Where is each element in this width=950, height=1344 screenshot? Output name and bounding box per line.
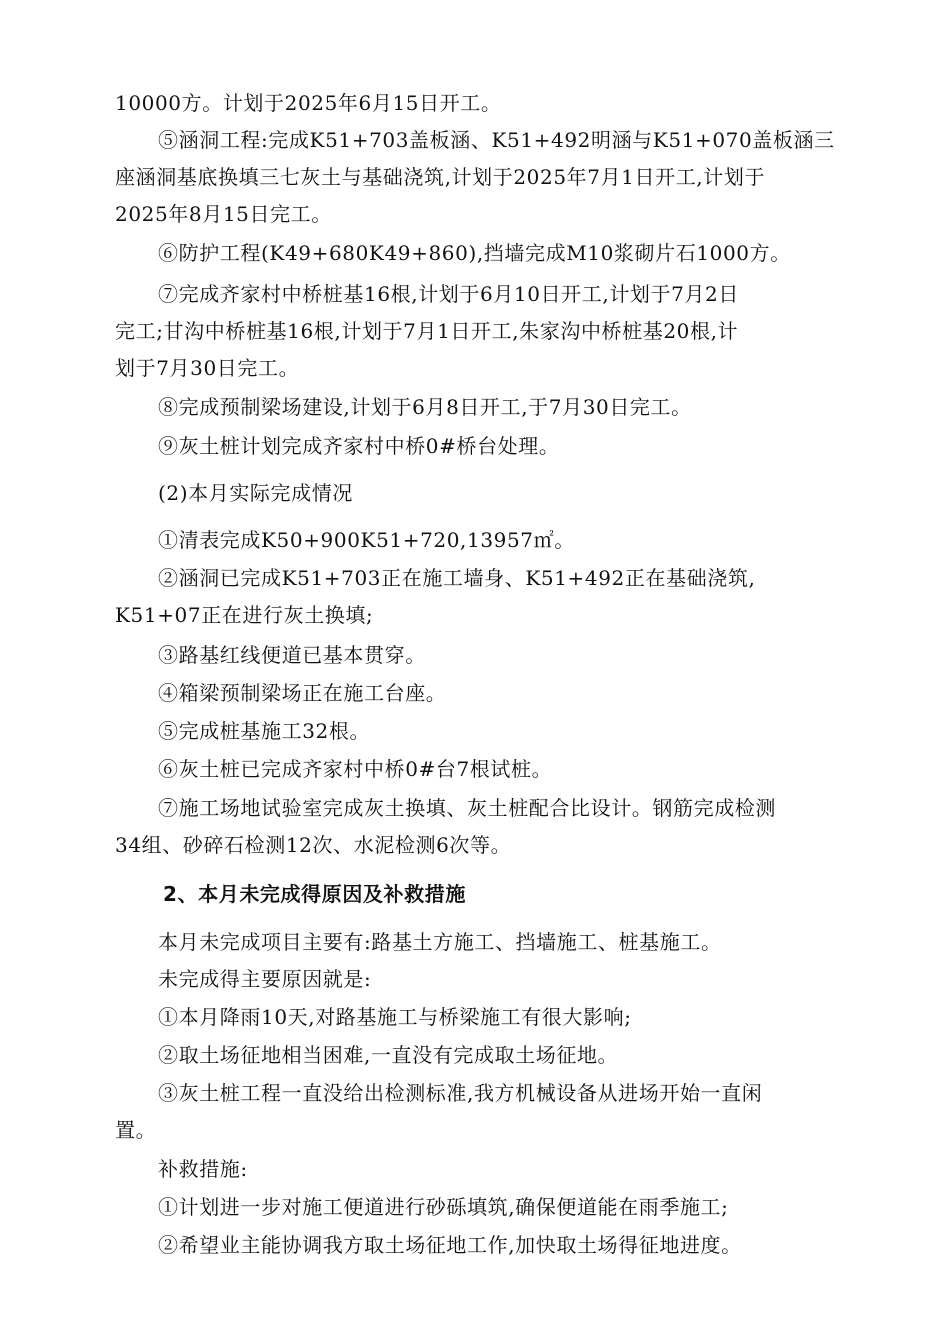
text-line: ⑦完成齐家村中桥桩基16根,计划于6月10日开工,计划于7月2日 bbox=[158, 282, 739, 306]
text-line: 2025年8月15日完工。 bbox=[115, 202, 332, 226]
text-line: ⑥灰土桩已完成齐家村中桥0#台7根试桩。 bbox=[158, 757, 553, 781]
text-line: 10000方。计划于2025年6月15日开工。 bbox=[115, 91, 502, 115]
text-line: ①计划进一步对施工便道进行砂砾填筑,确保便道能在雨季施工; bbox=[158, 1195, 729, 1219]
text-line: ⑧完成预制梁场建设,计划于6月8日开工,于7月30日完工。 bbox=[158, 395, 692, 419]
text-line: ④箱梁预制梁场正在施工台座。 bbox=[158, 681, 447, 705]
section-subheading: (2)本月实际完成情况 bbox=[158, 481, 353, 505]
text-line: ③灰土桩工程一直没给出检测标准,我方机械设备从进场开始一直闲 bbox=[158, 1081, 763, 1105]
text-line: ⑨灰土桩计划完成齐家村中桥0#桥台处理。 bbox=[158, 434, 560, 458]
text-line: 座涵洞基底换填三七灰土与基础浇筑,计划于2025年7月1日开工,计划于 bbox=[115, 165, 766, 189]
text-line: ③路基红线便道已基本贯穿。 bbox=[158, 643, 426, 667]
text-line: 完工;甘沟中桥桩基16根,计划于7月1日开工,朱家沟中桥桩基20根,计 bbox=[115, 319, 739, 343]
text-line: 划于7月30日完工。 bbox=[115, 356, 300, 380]
text-line: 补救措施: bbox=[158, 1157, 248, 1181]
text-line: ⑤涵洞工程:完成K51+703盖板涵、K51+492明涵与K51+070盖板涵三 bbox=[158, 128, 835, 152]
section-heading: 2、本月未完成得原因及补救措施 bbox=[163, 882, 466, 906]
text-line: 34组、砂碎石检测12次、水泥检测6次等。 bbox=[115, 833, 512, 857]
text-line: ②涵洞已完成K51+703正在施工墙身、K51+492正在基础浇筑, bbox=[158, 566, 756, 590]
text-line: 未完成得主要原因就是: bbox=[158, 967, 372, 991]
text-line: K51+07正在进行灰土换填; bbox=[115, 603, 374, 627]
text-line: ⑥防护工程(K49+680K49+860),挡墙完成M10浆砌片石1000方。 bbox=[158, 241, 791, 265]
text-line: 置。 bbox=[115, 1118, 157, 1142]
text-line: ②希望业主能协调我方取土场征地工作,加快取土场得征地进度。 bbox=[158, 1233, 742, 1257]
text-line: ①清表完成K50+900K51+720,13957㎡。 bbox=[158, 528, 575, 552]
text-line: ①本月降雨10天,对路基施工与桥梁施工有很大影响; bbox=[158, 1005, 632, 1029]
text-line: ⑤完成桩基施工32根。 bbox=[158, 719, 371, 743]
text-line: 本月未完成项目主要有:路基土方施工、挡墙施工、桩基施工。 bbox=[158, 930, 722, 954]
text-line: ⑦施工场地试验室完成灰土换填、灰土桩配合比设计。钢筋完成检测 bbox=[158, 796, 776, 820]
text-line: ②取土场征地相当困难,一直没有完成取土场征地。 bbox=[158, 1043, 619, 1067]
